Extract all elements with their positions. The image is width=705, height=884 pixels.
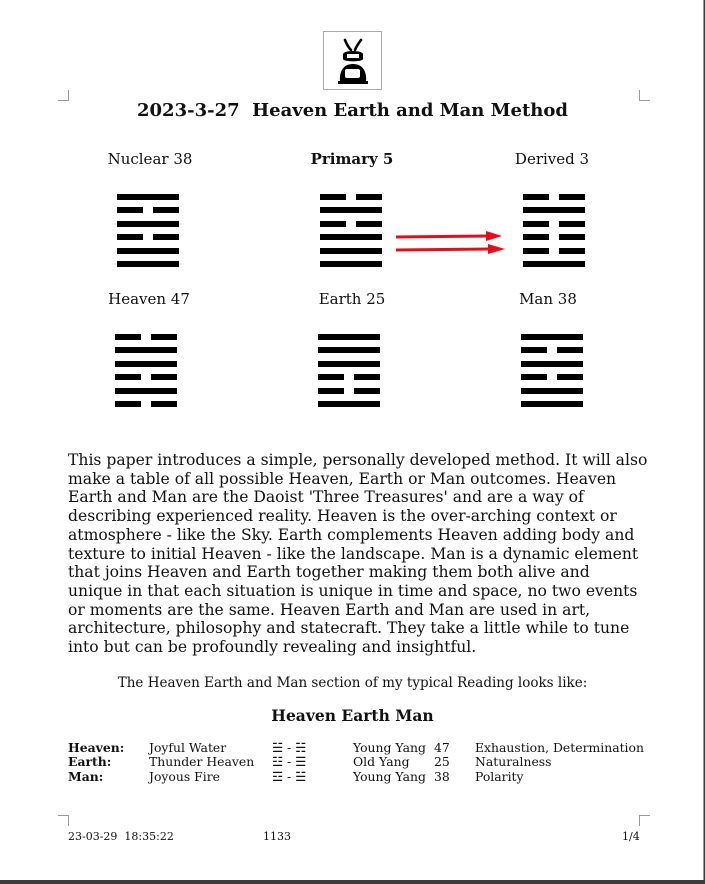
yin-line-left-segment bbox=[521, 374, 547, 380]
yin-line-left-segment bbox=[523, 248, 549, 254]
yin-line-right-segment bbox=[559, 248, 585, 254]
row-number: 47 bbox=[434, 740, 450, 755]
row-description: Naturalness bbox=[475, 754, 552, 769]
yang-line bbox=[318, 401, 380, 407]
yang-line bbox=[117, 248, 179, 254]
yang-line bbox=[115, 347, 177, 353]
row-yang: Young Yang bbox=[353, 740, 426, 755]
yin-line-right-segment bbox=[151, 334, 177, 340]
yang-line bbox=[521, 334, 583, 340]
yang-line bbox=[521, 361, 583, 367]
section-title: Heaven Earth Man bbox=[271, 706, 434, 725]
yin-line-left-segment bbox=[318, 374, 344, 380]
yang-line bbox=[115, 361, 177, 367]
crop-mark-bottom-left bbox=[58, 815, 69, 826]
yin-line-right-segment bbox=[153, 207, 179, 213]
row-yang: Young Yang bbox=[353, 769, 426, 784]
footer-page-number: 1/4 bbox=[622, 830, 640, 843]
row-name: Joyous Fire bbox=[149, 769, 220, 784]
yang-line bbox=[117, 194, 179, 200]
logo bbox=[323, 31, 382, 90]
yin-line-left-segment bbox=[117, 234, 143, 240]
yin-line-right-segment bbox=[153, 234, 179, 240]
yang-line bbox=[115, 388, 177, 394]
yin-line-right-segment bbox=[559, 221, 585, 227]
yang-line bbox=[117, 221, 179, 227]
yin-line-right-segment bbox=[356, 221, 382, 227]
table-row bbox=[0, 769, 705, 783]
footer-number: 1133 bbox=[263, 830, 291, 843]
heaven-hexagram-label: Heaven 47 bbox=[108, 290, 190, 308]
document-title: 2023-3-27 Heaven Earth and Man Method bbox=[137, 100, 568, 121]
row-trigrams: ☱ - ☵ bbox=[272, 740, 307, 755]
yang-line bbox=[318, 347, 380, 353]
yin-line-left-segment bbox=[523, 234, 549, 240]
primary-hexagram-label: Primary 5 bbox=[310, 150, 394, 168]
row-label: Man: bbox=[68, 769, 104, 784]
yang-line bbox=[320, 261, 382, 267]
nuclear-hexagram bbox=[117, 194, 179, 269]
yin-line-right-segment bbox=[354, 374, 380, 380]
earth-hexagram bbox=[318, 334, 380, 409]
typical-reading-caption: The Heaven Earth and Man section of my typical Reading looks like: bbox=[117, 675, 588, 691]
yin-line-left-segment bbox=[521, 347, 547, 353]
yang-line bbox=[523, 261, 585, 267]
row-name: Thunder Heaven bbox=[149, 754, 255, 769]
primary-hexagram bbox=[320, 194, 382, 269]
yin-line-right-segment bbox=[559, 234, 585, 240]
rabbit-glyph-logo-icon bbox=[324, 32, 381, 89]
table-row bbox=[0, 754, 705, 768]
yang-line bbox=[318, 361, 380, 367]
yang-line bbox=[521, 388, 583, 394]
row-label: Heaven: bbox=[68, 740, 125, 755]
yin-line-left-segment bbox=[115, 401, 141, 407]
yin-line-left-segment bbox=[523, 221, 549, 227]
row-label: Earth: bbox=[68, 754, 112, 769]
yin-line-left-segment bbox=[318, 388, 344, 394]
yin-line-right-segment bbox=[557, 347, 583, 353]
yin-line-left-segment bbox=[320, 194, 346, 200]
row-description: Exhaustion, Determination bbox=[475, 740, 644, 755]
row-number: 25 bbox=[434, 754, 450, 769]
yin-line-left-segment bbox=[320, 221, 346, 227]
row-description: Polarity bbox=[475, 769, 524, 784]
row-trigrams: ☲ - ☱ bbox=[272, 769, 307, 784]
yin-line-right-segment bbox=[356, 194, 382, 200]
yin-line-left-segment bbox=[115, 374, 141, 380]
crop-mark-bottom-right bbox=[639, 815, 650, 826]
yin-line-right-segment bbox=[557, 374, 583, 380]
double-right-arrow-icon bbox=[392, 228, 512, 258]
yin-line-right-segment bbox=[559, 194, 585, 200]
yang-line bbox=[117, 261, 179, 267]
table-row bbox=[0, 740, 705, 754]
yang-line bbox=[320, 207, 382, 213]
man-hexagram-label: Man 38 bbox=[519, 290, 577, 308]
yin-line-left-segment bbox=[115, 334, 141, 340]
row-number: 38 bbox=[434, 769, 450, 784]
row-name: Joyful Water bbox=[149, 740, 227, 755]
derived-hexagram bbox=[523, 194, 585, 269]
yin-line-right-segment bbox=[151, 401, 177, 407]
intro-paragraph: This paper introduces a simple, personally developed method. It will also make a table of all possible Heaven, Earth or Man outcomes. Heaven Earth and Man are the Daoist 'Three Treasures' and are a way of describing experienced reality. Heaven is the over-arching context or atmosphere - like the Sky. Earth complements Heaven adding body and texture to initial Heaven - like the landscape. Man is a dynamic element that joins Heaven and Earth together making them both alive and unique in that each situation is unique in time and space, no two events or moments are the same. Heaven Earth and Man are used in art, architecture, philosophy and statecraft. They take a little while to tune into but can be profoundly revealing and insightful. bbox=[68, 451, 648, 657]
derived-hexagram-label: Derived 3 bbox=[514, 150, 590, 168]
heaven-hexagram bbox=[115, 334, 177, 409]
row-yang: Old Yang bbox=[353, 754, 410, 769]
yang-line bbox=[318, 334, 380, 340]
yin-line-right-segment bbox=[354, 388, 380, 394]
earth-hexagram-label: Earth 25 bbox=[318, 290, 386, 308]
nuclear-hexagram-label: Nuclear 38 bbox=[107, 150, 193, 168]
row-trigrams: ☳ - ☰ bbox=[272, 754, 307, 769]
yin-line-right-segment bbox=[151, 374, 177, 380]
yang-line bbox=[523, 207, 585, 213]
yin-line-left-segment bbox=[523, 194, 549, 200]
yang-line bbox=[320, 248, 382, 254]
yang-line bbox=[320, 234, 382, 240]
footer-datetime: 23-03-29 18:35:22 bbox=[68, 830, 174, 843]
yin-line-left-segment bbox=[117, 207, 143, 213]
yang-line bbox=[521, 401, 583, 407]
man-hexagram bbox=[521, 334, 583, 409]
